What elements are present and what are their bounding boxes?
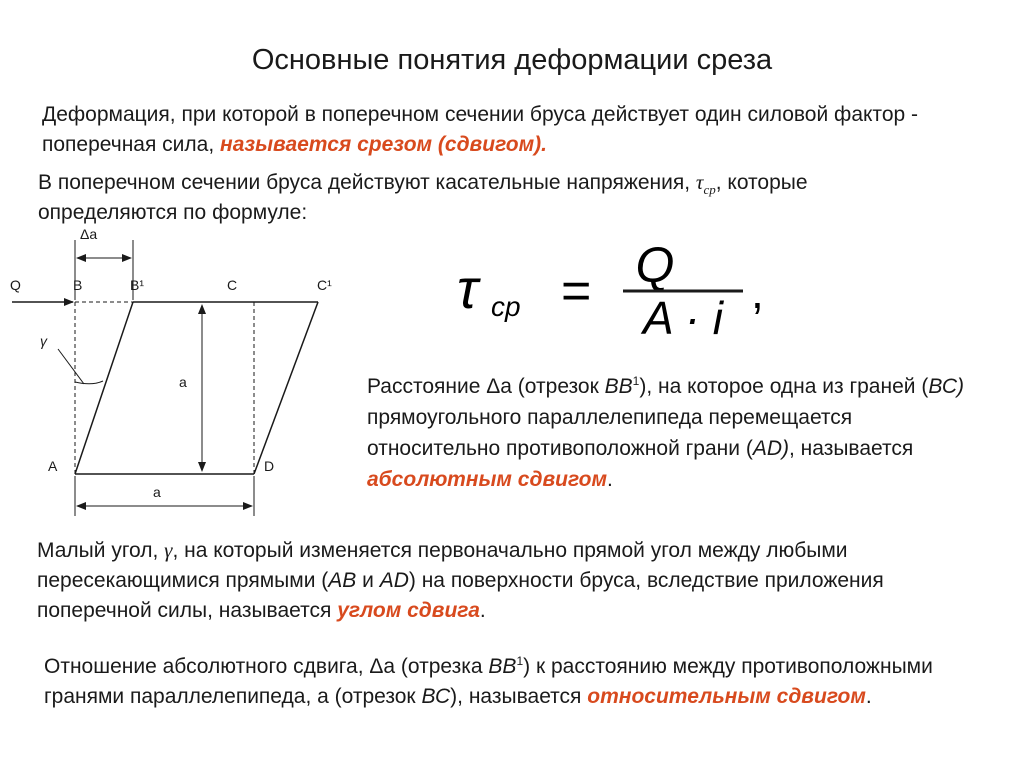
p5-a: Отношение абсолютного сдвига, [44,655,370,678]
p4-d: ) на поверхности бруса, вследствие приложения поперечной силы, называется [37,569,884,622]
formula-comma: , [751,266,764,318]
p5-bb-sup: 1 [516,654,524,668]
p5-b: a (отрезка [383,655,489,678]
label-gamma: γ [40,333,47,349]
p5-bb: ВВ [488,655,517,678]
p2-text-b: , которые определяются по формуле: [38,171,808,224]
p1-text: Деформация, при которой в поперечном сечении бруса действует один силовой фактор - поперечная сила, [42,103,919,156]
p4-highlight: углом сдвига [337,599,480,622]
delta-symbol: Δ [486,375,501,398]
shear-diagram [0,220,360,520]
p3-highlight: абсолютным сдвигом [367,468,608,491]
p3-c: ), на которое одна из граней ( [639,375,929,398]
label-a-point: A [48,458,58,474]
tangential-stress-text [38,167,938,228]
p5-bc: ВС [421,685,451,708]
gamma-leader [58,349,84,384]
delta-symbol-2: Δ [369,655,384,678]
p3-ad: AD) [752,437,789,460]
gamma-symbol: γ [164,538,173,562]
definition-shear [42,100,942,160]
p3-a: Расстояние [367,375,487,398]
gamma-arc [75,381,103,384]
p3-e: , называется [789,437,914,460]
formula-tau-sub: ср [491,291,521,322]
formula-tau: τ [457,257,478,320]
label-d: D [264,458,275,474]
p3-end: . [607,468,613,491]
p4-b: , на который изменяется первоначально прямой угол между любыми пересекающимися прямыми ( [37,539,848,592]
tau-symbol: τ [695,170,704,194]
p3-d: прямоугольного параллелепипеда перемещается относительно противоположной грани ( [367,406,853,460]
formula-numerator: Q [635,237,675,293]
label-q: Q [10,277,21,293]
p5-end: . [865,685,872,708]
label-c: C [227,277,238,293]
p3-b: a (отрезок [500,375,605,398]
p4-c: и [356,569,380,592]
relative-shear-definition [44,652,1004,712]
p4-end: . [479,599,486,622]
edge-dc1 [254,302,318,474]
p5-c: ) к расстоянию между противоположными гранями параллелепипеда, а (отрезок [44,655,933,708]
p4-a: Малый угол, [37,539,165,562]
p3-bb-sup: 1 [632,374,640,388]
label-delta-a: Δa [80,226,98,242]
edge-ab1 [75,302,133,474]
label-c1: C¹ [317,277,332,293]
shear-stress-formula [455,236,795,346]
tau-subscript: ср [703,182,716,198]
p2-text-a: В поперечном сечении бруса действуют касательные напряжения, [38,171,696,194]
p1-highlight: называется срезом (сдвигом). [220,133,547,156]
p3-bb: ВВ [604,375,633,398]
label-b1: B¹ [130,277,144,293]
slide-title: Основные понятия деформации среза [251,44,773,76]
p5-d: ), называется [450,685,588,708]
shear-angle-definition [37,535,997,626]
label-a-vertical: a [179,374,187,390]
p4-ab: АВ [328,569,357,592]
label-a-bottom: a [153,484,161,500]
formula-equals: = [561,262,592,320]
p5-highlight: относительным сдвигом [587,685,866,708]
p4-ad: AD [379,569,409,592]
label-b: B [73,277,83,293]
absolute-shear-definition [367,371,987,495]
p3-bc: ВС) [928,375,965,398]
formula-denominator: A · i [642,292,724,344]
